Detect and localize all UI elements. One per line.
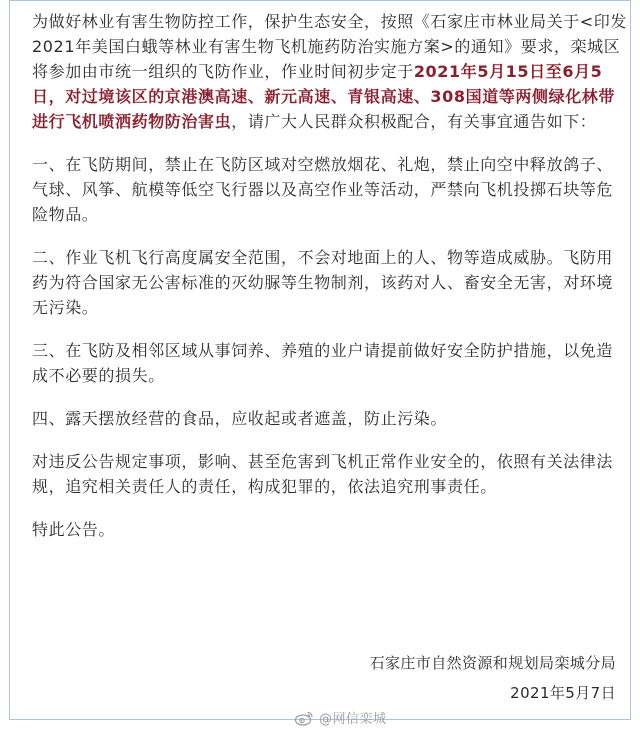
weibo-logo-icon — [294, 710, 314, 726]
issuer-name: 石家庄市自然资源和规划局栾城分局 — [369, 654, 616, 672]
notice-item-2: 二、作业飞机飞行高度属安全范围，不会对地面上的人、物等造成威胁。飞防用药为符合国家无公害标准的灭幼脲等生物制剂，该药对人、畜安全无害，对环境无污染。 — [32, 248, 614, 317]
intro-text-2: ，请广大人民群众积极配合，有关事宜通告如下： — [231, 112, 597, 131]
notice-body — [32, 9, 627, 542]
notice-frame — [9, 0, 631, 720]
watermark-text: @网信栾城 — [319, 712, 387, 727]
intro-highlight: 2021年5月15日至6月5日，对过境该区的京港澳高速、新元高速、青银高速、308国道等两侧绿化林带进行飞机喷洒药物防治害虫 — [32, 62, 615, 131]
notice-item-4: 四、露天摆放经营的食品，应收起或者遮盖，防止污染。 — [32, 409, 448, 428]
closing-paragraph: 对违反公告规定事项，影响、甚至危害到飞机正常作业安全的，依照有关法律法规，追究相关责任人的责任，构成犯罪的，依法追究刑事责任。 — [32, 452, 614, 496]
notice-item-3: 三、在飞防及相邻区域从事饲养、养殖的业户请提前做好安全防护措施，以免造成不必要的损失。 — [32, 341, 614, 385]
special-announcement: 特此公告。 — [32, 520, 116, 539]
watermark — [294, 708, 387, 727]
intro-paragraph — [32, 9, 627, 134]
issue-date: 2021年5月7日 — [510, 684, 616, 702]
notice-item-1: 一、在飞防期间，禁止在飞防区域对空燃放烟花、礼炮，禁止向空中释放鸽子、气球、风筝、航模等低空飞行器以及高空作业等活动，严禁向飞机投掷石块等危险物品。 — [32, 155, 614, 224]
intro-text-1: 为做好林业有害生物防控工作，保护生态安全，按照《石家庄市林业局关于<印发2021年美国白蛾等林业有害生物飞机施药防治实施方案>的通知》要求，栾城区将参加由市统一组织的飞防作业，作业时间初步定于 — [32, 12, 628, 81]
